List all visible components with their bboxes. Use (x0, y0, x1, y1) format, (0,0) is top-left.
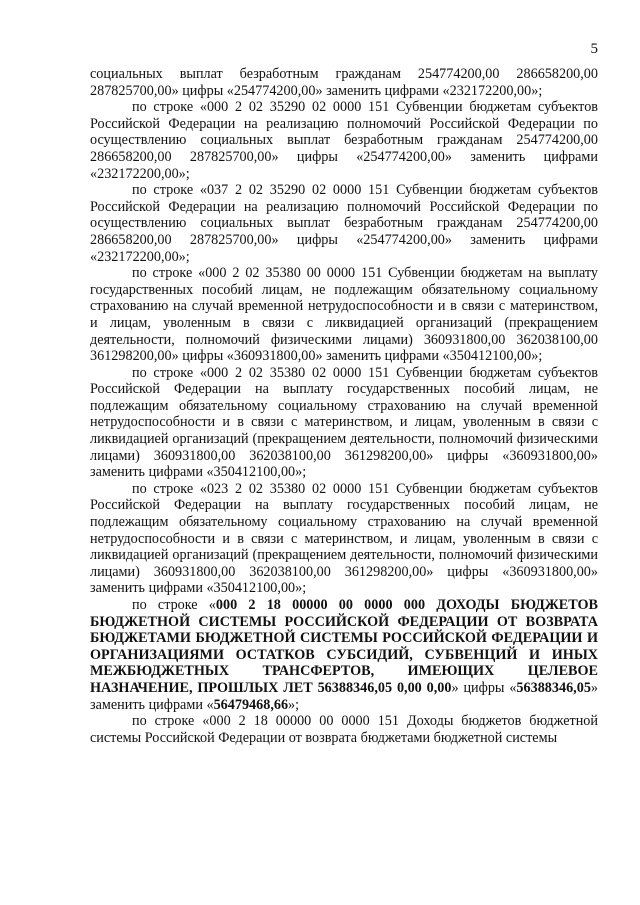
paragraph: по строке «000 2 02 35290 02 0000 151 Субвенции бюджетам субъектов Российской Федерации на реализацию полномочий Российской Федерации по осуществлению социальных выплат безработным гражданам 254774200,00 286658200,00 287825700,00» цифры «254774200,00» заменить цифрами «232172200,00»; (90, 99, 598, 182)
paragraph: по строке «037 2 02 35290 02 0000 151 Субвенции бюджетам субъектов Российской Федерации на реализацию полномочий Российской Федерации по осуществлению социальных выплат безработным гражданам 254774200,00 286658200,00 287825700,00» цифры «254774200,00» заменить цифрами «232172200,00»; (90, 182, 598, 265)
paragraph: по строке «000 2 02 35380 02 0000 151 Субвенции бюджетам субъектов Российской Федерации на выплату государственных пособий лицам, не подлежащим обязательному социальному страхованию на случай временной нетрудоспособности и в связи с материнством, и лицам, уволенным в связи с ликвидацией организаций (прекращением деятельности, полномочий физическими лицами) 360931800,00 362038100,00 361298200,00» цифры «360931800,00» заменить цифрами «350412100,00»; (90, 364, 598, 481)
bold-text-segment: 56479468,66 (213, 696, 289, 713)
text-segment: по строке « (132, 597, 216, 613)
text-segment: » заменить цифрами « (90, 679, 598, 713)
document-body (90, 66, 598, 746)
text-segment: »; (288, 696, 300, 713)
paragraph: по строке «000 2 18 00000 00 0000 151 Доходы бюджетов бюджетной системы Российской Федерации от возврата бюджетами бюджетной системы (90, 713, 598, 746)
text-segment: » цифры « (451, 679, 517, 696)
bold-text-segment: 000 2 18 00000 00 0000 000 ДОХОДЫ БЮДЖЕТОВ БЮДЖЕТНОЙ СИСТЕМЫ РОССИЙСКОЙ ФЕДЕРАЦИИ ОТ ВОЗВРАТА БЮДЖЕТАМИ БЮДЖЕТНОЙ СИСТЕМЫ РОССИЙСКОЙ ФЕДЕРАЦИИ И ОРГАНИЗАЦИЯМИ ОСТАТКОВ СУБСИДИЙ, СУБВЕНЦИЙ И ИНЫХ МЕЖБЮДЖЕТНЫХ ТРАНСФЕРТОВ, ИМЕЮЩИХ ЦЕЛЕВОЕ НАЗНАЧЕНИЕ, ПРОШЛЫХ ЛЕТ 56388346,05 0,00 0,00 (90, 597, 599, 696)
paragraph-bold-amendment (90, 597, 598, 713)
page-number: 5 (590, 41, 598, 57)
paragraph: по строке «000 2 02 35380 00 0000 151 Субвенции бюджетам на выплату государственных пособий лицам, не подлежащим обязательному социальному страхованию на случай временной нетрудоспособности и в связи с материнством, и лицам, уволенным в связи с ликвидацией организаций (прекращением деятельности, полномочий физическими лицами) 360931800,00 362038100,00 361298200,00» цифры «360931800,00» заменить цифрами «350412100,00»; (90, 265, 598, 365)
paragraph: по строке «023 2 02 35380 02 0000 151 Субвенции бюджетам субъектов Российской Федерации на выплату государственных пособий лицам, не подлежащим обязательному социальному страхованию на случай временной нетрудоспособности и в связи с материнством, и лицам, уволенным в связи с ликвидацией организаций (прекращением деятельности, полномочий физическими лицами) 360931800,00 362038100,00 361298200,00» цифры «360931800,00» заменить цифрами «350412100,00»; (90, 480, 598, 597)
paragraph: социальных выплат безработным гражданам 254774200,00 286658200,00 287825700,00» цифры «254774200,00» заменить цифрами «232172200,00»; (90, 66, 598, 99)
bold-text-segment: 56388346,05 (516, 679, 591, 696)
